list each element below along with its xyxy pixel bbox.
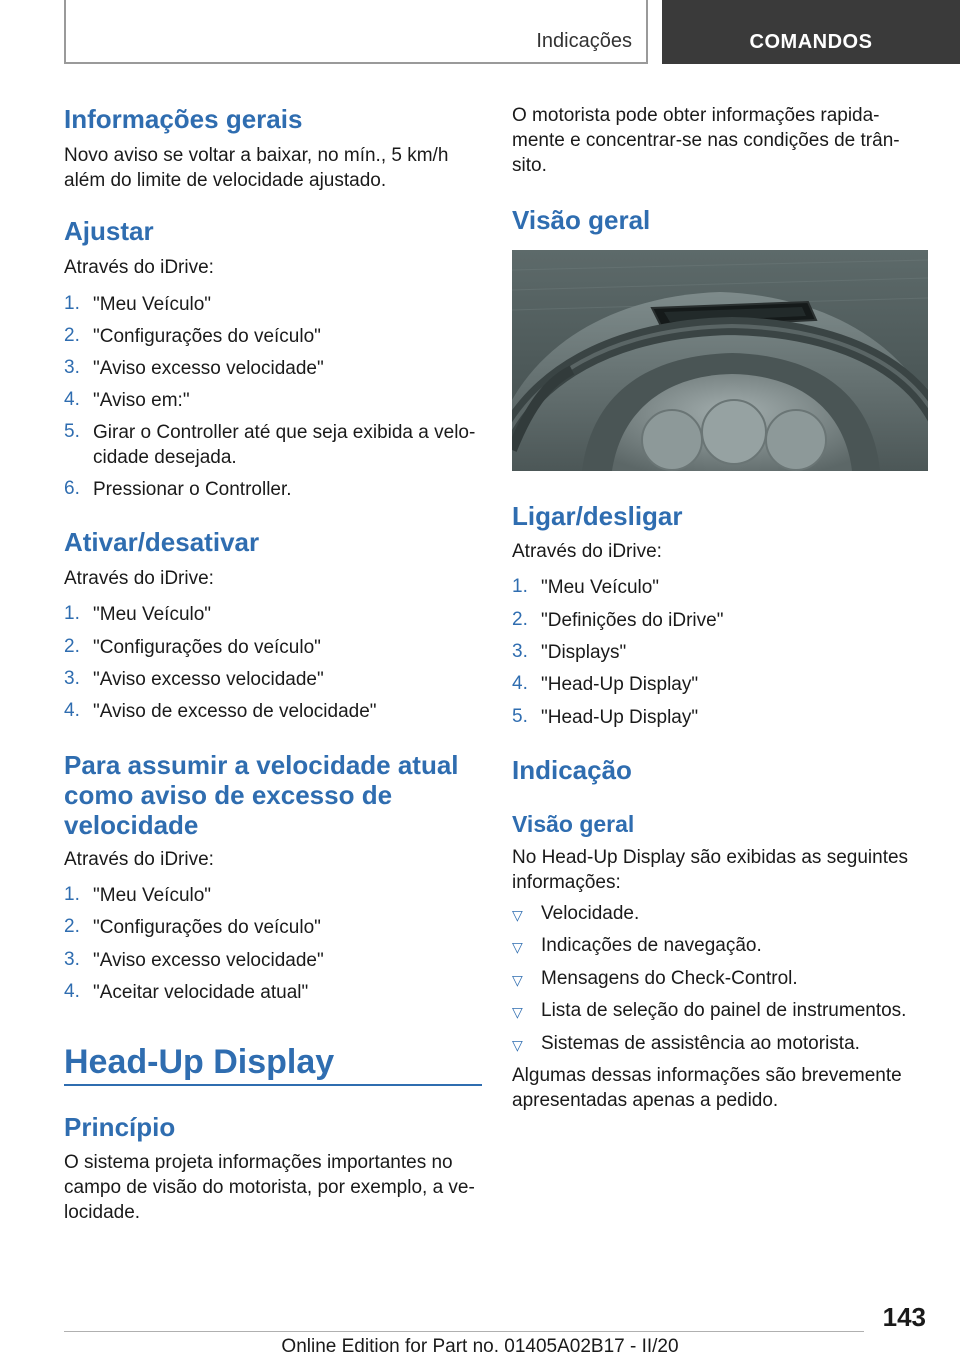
step-number: 3. — [512, 641, 528, 662]
paragraph-assumir: Através do iDrive: — [64, 849, 214, 870]
paragraph-info-line1: Novo aviso se voltar a baixar, no mín., 5 km/h — [64, 145, 449, 166]
paragraph-info-line2: além do limite de velocidade ajustado. — [64, 170, 387, 191]
step-number: 3. — [64, 949, 80, 970]
step-text: "Aviso de excesso de velocidade" — [93, 701, 377, 722]
paragraph-principio-line3: locidade. — [64, 1202, 141, 1223]
bullet-text: Sistemas de assistência ao motorista. — [541, 1033, 860, 1054]
heading-indicacao: Indicação — [512, 755, 632, 785]
paragraph-principio-line1: O sistema projeta informações importantes no — [64, 1152, 453, 1173]
step-number: 1. — [64, 293, 80, 314]
dashboard-illustration-icon — [512, 250, 928, 471]
step-number: 1. — [512, 576, 528, 597]
heading-ajustar: Ajustar — [64, 216, 154, 246]
step-text: "Meu Veículo" — [541, 577, 660, 598]
heading-assumir-line2: como aviso de excesso de — [64, 780, 393, 810]
step-text: Pressionar o Controller. — [93, 479, 292, 500]
step-number: 3. — [64, 668, 80, 689]
step-number: 5. — [64, 421, 80, 442]
triangle-bullet-icon: ▽ — [512, 972, 523, 988]
step-text: "Configurações do veículo" — [93, 637, 321, 658]
header-section-box — [64, 0, 648, 64]
triangle-bullet-icon: ▽ — [512, 1037, 523, 1053]
paragraph-intro-line1: O motorista pode obter informações rapida- — [512, 105, 880, 126]
paragraph-visao-line2: informações: — [512, 872, 621, 893]
step-text: "Meu Veículo" — [93, 604, 212, 625]
triangle-bullet-icon: ▽ — [512, 907, 523, 923]
footer-divider — [64, 1331, 864, 1332]
heading-assumir-line1: Para assumir a velocidade atual — [64, 750, 459, 780]
header-chapter-label: COMANDOS — [749, 31, 873, 53]
step-number: 4. — [64, 981, 80, 1002]
subheading-visao-geral: Visão geral — [512, 811, 635, 837]
heading-ligar-desligar: Ligar/desligar — [512, 501, 683, 531]
header-chapter-box — [662, 0, 960, 64]
step-text: "Configurações do veículo" — [93, 326, 321, 347]
step-text: "Displays" — [541, 642, 627, 663]
step-text: "Aviso em:" — [93, 390, 190, 411]
step-number: 4. — [512, 673, 528, 694]
paragraph-intro-line3: sito. — [512, 155, 547, 176]
step-number: 2. — [512, 609, 528, 630]
step-text: "Meu Veículo" — [93, 885, 212, 906]
heading-informacoes-gerais: Informações gerais — [64, 104, 303, 134]
step-text: "Aviso excesso velocidade" — [93, 950, 324, 971]
step-text-continued: cidade desejada. — [93, 447, 237, 468]
heading-assumir-line3: velocidade — [64, 810, 199, 840]
step-text: "Aviso excesso velocidade" — [93, 669, 324, 690]
triangle-bullet-icon: ▽ — [512, 939, 523, 955]
step-text: "Definições do iDrive" — [541, 610, 724, 631]
step-text: "Meu Veículo" — [93, 294, 212, 315]
step-number: 6. — [64, 478, 80, 499]
step-text: "Head-Up Display" — [541, 674, 699, 695]
step-text: "Aviso excesso velocidade" — [93, 358, 324, 379]
triangle-bullet-icon: ▽ — [512, 1004, 523, 1020]
paragraph-ativar: Através do iDrive: — [64, 568, 214, 589]
step-number: 2. — [64, 636, 80, 657]
paragraph-ligar: Através do iDrive: — [512, 541, 662, 562]
step-text: Girar o Controller até que seja exibida a velo- — [93, 422, 476, 443]
bullet-text: Lista de seleção do painel de instrumentos. — [541, 1000, 907, 1021]
step-number: 2. — [64, 325, 80, 346]
step-number: 2. — [64, 916, 80, 937]
heading-visao-geral: Visão geral — [512, 205, 651, 235]
step-text: "Aceitar velocidade atual" — [93, 982, 309, 1003]
paragraph-principio-line2: campo de visão do motorista, por exemplo, a ve- — [64, 1177, 475, 1198]
heading-principio: Princípio — [64, 1112, 176, 1142]
step-number: 1. — [64, 603, 80, 624]
head-up-display-photo — [512, 250, 928, 471]
bullet-text: Indicações de navegação. — [541, 935, 762, 956]
step-number: 4. — [64, 389, 80, 410]
heading-underline — [64, 1084, 482, 1086]
heading-ativar-desativar: Ativar/desativar — [64, 527, 260, 557]
header-section-label: Indicações — [536, 30, 632, 52]
step-text: "Head-Up Display" — [541, 707, 699, 728]
bullet-text: Velocidade. — [541, 903, 640, 924]
heading-head-up-display: Head-Up Display — [64, 1043, 335, 1081]
step-number: 4. — [64, 700, 80, 721]
page-number: 143 — [882, 1302, 926, 1332]
step-number: 1. — [64, 884, 80, 905]
paragraph-final-line2: apresentadas apenas a pedido. — [512, 1090, 779, 1111]
bullet-text: Mensagens do Check-Control. — [541, 968, 798, 989]
step-number: 5. — [512, 706, 528, 727]
step-text: "Configurações do veículo" — [93, 917, 321, 938]
paragraph-visao-line1: No Head-Up Display são exibidas as seguintes — [512, 847, 909, 868]
paragraph-intro-line2: mente e concentrar-se nas condições de trân- — [512, 130, 900, 151]
paragraph-final-line1: Algumas dessas informações são brevemente — [512, 1065, 902, 1086]
paragraph-ajustar: Através do iDrive: — [64, 257, 214, 278]
footer-edition: Online Edition for Part no. 01405A02B17 - II/20 — [281, 1336, 679, 1357]
step-number: 3. — [64, 357, 80, 378]
